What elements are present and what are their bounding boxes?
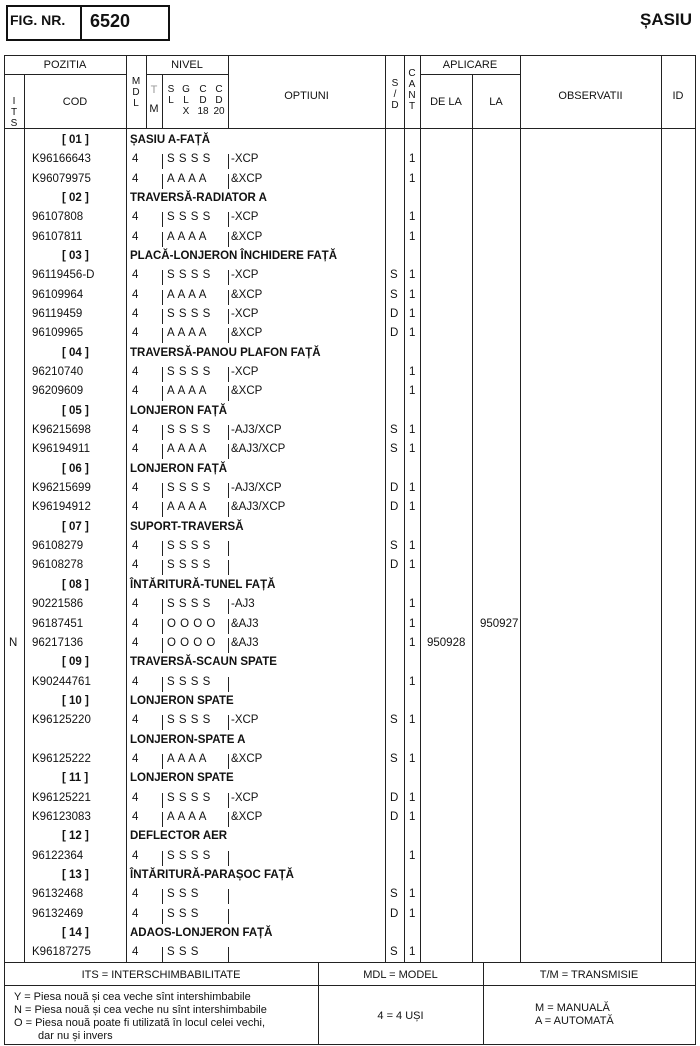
part-code: 96132469 — [32, 907, 84, 920]
nivel-divider — [162, 812, 163, 827]
group-title: TRAVERSĂ-RADIATOR A — [130, 192, 267, 205]
side-code: D — [390, 810, 399, 823]
model-code: 4 — [132, 308, 139, 321]
quantity: 1 — [409, 675, 416, 688]
part-code: K96166643 — [32, 153, 91, 166]
level-codes: S S S — [167, 946, 199, 959]
level-codes: S S S — [167, 888, 199, 901]
nivel-divider — [162, 754, 163, 769]
model-code: 4 — [132, 482, 139, 495]
part-code: 96119459 — [32, 308, 83, 321]
nivel-divider — [228, 947, 229, 962]
part-code: K96123083 — [32, 810, 91, 823]
side-code: S — [390, 714, 398, 727]
model-code: 4 — [132, 559, 139, 572]
quantity: 1 — [409, 269, 416, 282]
side-code: D — [390, 559, 399, 572]
col-pozitia: POZITIA — [43, 59, 87, 71]
nivel-divider — [228, 154, 229, 169]
model-code: 4 — [132, 501, 139, 514]
option-code: &XCP — [231, 172, 263, 185]
level-codes: S S S S — [167, 269, 211, 282]
nivel-divider — [162, 599, 163, 614]
group-title: LONJERON FAȚĂ — [130, 404, 228, 417]
option-code: &AJ3/XCP — [231, 501, 286, 514]
level-codes: S S S S — [167, 791, 211, 804]
its-code: N — [9, 636, 18, 649]
part-code: 96119456-D — [32, 269, 95, 282]
nivel-divider — [228, 270, 229, 285]
nivel-divider — [162, 619, 163, 634]
nivel-divider — [162, 483, 163, 498]
model-code: 4 — [132, 269, 139, 282]
nivel-divider — [228, 328, 229, 343]
position-number: [ 05 ] — [62, 404, 89, 417]
quantity: 1 — [409, 617, 416, 630]
col-glx: G L X — [182, 84, 190, 117]
legend-mdl: MDL = MODEL — [363, 969, 438, 981]
model-code: 4 — [132, 288, 139, 301]
nivel-divider — [162, 444, 163, 459]
model-code: 4 — [132, 598, 139, 611]
position-number: [ 12 ] — [62, 830, 89, 843]
model-code: 4 — [132, 752, 139, 765]
side-code: S — [390, 424, 398, 437]
side-code: S — [390, 888, 398, 901]
nivel-divider — [162, 367, 163, 382]
level-codes: S S S S — [167, 559, 211, 572]
part-code: 96122364 — [32, 849, 84, 862]
nivel-divider — [228, 560, 229, 575]
nivel-divider — [228, 309, 229, 324]
legend-manual: M = MANUALĂ — [535, 1002, 610, 1014]
model-code: 4 — [132, 540, 139, 553]
side-code: D — [390, 482, 399, 495]
nivel-divider — [228, 444, 229, 459]
nivel-divider — [228, 909, 229, 924]
col-cd18: C D 18 — [197, 84, 209, 117]
quantity: 1 — [409, 714, 416, 727]
col-observatii: OBSERVATII — [558, 90, 623, 102]
model-code: 4 — [132, 230, 139, 243]
quantity: 1 — [409, 366, 416, 379]
level-codes: A A A A — [167, 327, 207, 340]
side-code: S — [390, 540, 398, 553]
level-codes: S S S S — [167, 211, 211, 224]
nivel-divider — [228, 541, 229, 556]
model-code: 4 — [132, 424, 139, 437]
part-code: K96079975 — [32, 172, 91, 185]
legend-o-cont: dar nu și invers — [38, 1030, 113, 1042]
quantity: 1 — [409, 501, 416, 514]
group-title: LONJERON SPATE — [130, 694, 234, 707]
level-codes: S S S — [167, 907, 199, 920]
nivel-divider — [228, 619, 229, 634]
model-code: 4 — [132, 636, 139, 649]
level-codes: S S S S — [167, 598, 211, 611]
option-code: -XCP — [231, 308, 259, 321]
part-code: K96125221 — [32, 791, 91, 804]
option-code: -XCP — [231, 366, 259, 379]
nivel-divider — [162, 541, 163, 556]
applied-to: 950927 — [480, 617, 519, 630]
nivel-divider — [228, 386, 229, 401]
group-title: ÎNTĂRITURĂ-TUNEL FAȚĂ — [130, 578, 276, 591]
col-mdl: M D L — [131, 76, 141, 109]
model-code: 4 — [132, 946, 139, 959]
model-code: 4 — [132, 675, 139, 688]
quantity: 1 — [409, 288, 416, 301]
option-code: &XCP — [231, 752, 263, 765]
position-number: [ 09 ] — [62, 656, 89, 669]
option-code: -XCP — [231, 211, 259, 224]
col-id: ID — [672, 90, 684, 102]
level-codes: S S S S — [167, 540, 211, 553]
level-codes: A A A A — [167, 230, 207, 243]
model-code: 4 — [132, 327, 139, 340]
quantity: 1 — [409, 482, 416, 495]
col-de-la: DE LA — [430, 96, 462, 108]
option-code: &AJ3 — [231, 636, 259, 649]
legend-n: N = Piesa nouă și cea veche nu sînt intershimbabile — [14, 1004, 267, 1016]
figure-number-label: FIG. NR. — [10, 12, 66, 28]
quantity: 1 — [409, 424, 416, 437]
nivel-divider — [162, 889, 163, 904]
nivel-divider — [228, 638, 229, 653]
part-code: K96194912 — [32, 501, 91, 514]
quantity: 1 — [409, 598, 416, 611]
nivel-divider — [162, 793, 163, 808]
option-code: &XCP — [231, 385, 263, 398]
option-code: &AJ3/XCP — [231, 443, 286, 456]
level-codes: A A A A — [167, 443, 207, 456]
legend-y: Y = Piesa nouă și cea veche sînt intershimbabile — [14, 991, 251, 1003]
side-code: D — [390, 327, 399, 340]
nivel-divider — [162, 715, 163, 730]
col-nivel: NIVEL — [171, 59, 203, 71]
level-codes: S S S S — [167, 308, 211, 321]
part-code: 96108279 — [32, 540, 84, 553]
col-tm-t: T — [150, 84, 158, 96]
model-code: 4 — [132, 849, 139, 862]
group-title: SUPORT-TRAVERSĂ — [130, 520, 244, 533]
quantity: 1 — [409, 752, 416, 765]
group-title: TRAVERSĂ-PANOU PLAFON FAȚĂ — [130, 346, 321, 359]
nivel-divider — [228, 754, 229, 769]
part-code: 96217136 — [32, 636, 84, 649]
position-number: [ 01 ] — [62, 134, 89, 146]
col-optiuni: OPTIUNI — [284, 90, 329, 102]
level-codes: S S S S — [167, 424, 211, 437]
level-codes: O O O O — [167, 636, 216, 649]
nivel-divider — [162, 174, 163, 189]
nivel-divider — [228, 889, 229, 904]
option-code: &AJ3 — [231, 617, 259, 630]
option-code: -AJ3/XCP — [231, 482, 282, 495]
col-aplicare: APLICARE — [442, 59, 498, 71]
nivel-divider — [228, 677, 229, 692]
part-code: 96187451 — [32, 617, 84, 630]
nivel-divider — [162, 328, 163, 343]
part-code: K90244761 — [32, 675, 91, 688]
level-codes: S S S S — [167, 675, 211, 688]
part-code: K96215699 — [32, 482, 91, 495]
part-code: 96108278 — [32, 559, 84, 572]
part-code: K96125222 — [32, 752, 91, 765]
group-title: PLACĂ-LONJERON ÎNCHIDERE FAȚĂ — [130, 250, 338, 263]
position-number: [ 08 ] — [62, 578, 89, 591]
quantity: 1 — [409, 385, 416, 398]
position-number: [ 10 ] — [62, 694, 89, 707]
model-code: 4 — [132, 907, 139, 920]
legend-auto: A = AUTOMATĂ — [535, 1015, 614, 1027]
quantity: 1 — [409, 946, 416, 959]
col-its: I T S — [10, 96, 18, 129]
nivel-divider — [228, 793, 229, 808]
option-code: &XCP — [231, 810, 263, 823]
applied-from: 950928 — [427, 636, 466, 649]
level-codes: A A A A — [167, 501, 207, 514]
nivel-divider — [162, 947, 163, 962]
quantity: 1 — [409, 636, 416, 649]
nivel-divider — [162, 309, 163, 324]
part-code: K96125220 — [32, 714, 91, 727]
nivel-divider — [228, 425, 229, 440]
level-codes: O O O O — [167, 617, 216, 630]
level-codes: A A A A — [167, 810, 207, 823]
quantity: 1 — [409, 849, 416, 862]
figure-number-value: 6520 — [90, 11, 131, 31]
option-code: &XCP — [231, 288, 263, 301]
option-code: -XCP — [231, 153, 259, 166]
nivel-divider — [228, 232, 229, 247]
side-code: D — [390, 791, 399, 804]
part-code: 96109965 — [32, 327, 84, 340]
side-code: D — [390, 907, 399, 920]
nivel-divider — [228, 367, 229, 382]
nivel-divider — [162, 212, 163, 227]
side-code: D — [390, 308, 399, 321]
nivel-divider — [162, 560, 163, 575]
nivel-divider — [162, 851, 163, 866]
legend-tm: T/M = TRANSMISIE — [539, 969, 639, 981]
side-code: S — [390, 288, 398, 301]
part-code: 96209609 — [32, 385, 84, 398]
position-number: [ 14 ] — [62, 926, 89, 939]
level-codes: S S S S — [167, 153, 211, 166]
position-number: [ 03 ] — [62, 250, 89, 263]
part-code: 96107808 — [32, 211, 84, 224]
group-title: DEFLECTOR AER — [130, 830, 228, 843]
quantity: 1 — [409, 810, 416, 823]
model-code: 4 — [132, 172, 139, 185]
level-codes: A A A A — [167, 172, 207, 185]
quantity: 1 — [409, 791, 416, 804]
col-sl: S L — [167, 84, 175, 106]
col-cant: C A N T — [408, 68, 416, 112]
level-codes: A A A A — [167, 752, 207, 765]
position-number: [ 11 ] — [62, 772, 89, 785]
quantity: 1 — [409, 888, 416, 901]
nivel-divider — [228, 483, 229, 498]
option-code: &XCP — [231, 327, 263, 340]
position-number: [ 07 ] — [62, 520, 89, 533]
model-code: 4 — [132, 366, 139, 379]
model-code: 4 — [132, 211, 139, 224]
quantity: 1 — [409, 230, 416, 243]
side-code: D — [390, 501, 399, 514]
position-number: [ 02 ] — [62, 192, 89, 205]
quantity: 1 — [409, 327, 416, 340]
group-title: LONJERON-SPATE A — [130, 733, 246, 746]
group-title: LONJERON FAȚĂ — [130, 462, 228, 475]
level-codes: A A A A — [167, 288, 207, 301]
option-code: &XCP — [231, 230, 263, 243]
quantity: 1 — [409, 907, 416, 920]
nivel-divider — [228, 502, 229, 517]
part-code: K96187275 — [32, 946, 91, 959]
quantity: 1 — [409, 308, 416, 321]
level-codes: S S S S — [167, 366, 211, 379]
col-la: LA — [489, 96, 503, 108]
nivel-divider — [228, 290, 229, 305]
position-number: [ 06 ] — [62, 462, 89, 475]
nivel-divider — [162, 386, 163, 401]
quantity: 1 — [409, 540, 416, 553]
side-code: S — [390, 752, 398, 765]
nivel-divider — [162, 677, 163, 692]
part-code: 96109964 — [32, 288, 84, 301]
legend-o: O = Piesa nouă poate fi utilizată în locul celei vechi, — [14, 1017, 266, 1029]
nivel-divider — [228, 212, 229, 227]
group-title: ÎNTĂRITURĂ-PARAȘOC FAȚĂ — [130, 868, 294, 881]
nivel-divider — [228, 174, 229, 189]
nivel-divider — [228, 812, 229, 827]
part-code: 96210740 — [32, 366, 84, 379]
nivel-divider — [162, 154, 163, 169]
nivel-divider — [228, 599, 229, 614]
group-title: TRAVERSĂ-SCAUN SPATE — [130, 656, 277, 669]
part-code: K96194911 — [32, 443, 90, 456]
page-title: ȘASIU — [640, 10, 692, 29]
nivel-divider — [162, 232, 163, 247]
model-code: 4 — [132, 714, 139, 727]
legend-its: ITS = INTERSCHIMBABILITATE — [81, 969, 241, 981]
part-code: 96107811 — [32, 230, 83, 243]
model-code: 4 — [132, 443, 139, 456]
option-code: -XCP — [231, 714, 259, 727]
side-code: S — [390, 443, 398, 456]
side-code: S — [390, 946, 398, 959]
level-codes: A A A A — [167, 385, 207, 398]
level-codes: S S S S — [167, 849, 211, 862]
option-code: -XCP — [231, 791, 259, 804]
nivel-divider — [228, 851, 229, 866]
option-code: -AJ3 — [231, 598, 255, 611]
nivel-divider — [162, 270, 163, 285]
nivel-divider — [228, 715, 229, 730]
position-number: [ 13 ] — [62, 868, 89, 881]
figure-number-separator — [80, 5, 82, 41]
group-title: ȘASIU A-FAȚĂ — [130, 134, 211, 146]
nivel-divider — [162, 502, 163, 517]
nivel-divider — [162, 638, 163, 653]
position-number: [ 04 ] — [62, 346, 89, 359]
quantity: 1 — [409, 153, 416, 166]
col-cod: COD — [62, 96, 88, 108]
side-code: S — [390, 269, 398, 282]
model-code: 4 — [132, 385, 139, 398]
quantity: 1 — [409, 211, 416, 224]
quantity: 1 — [409, 443, 416, 456]
col-sd: S / D — [391, 78, 399, 111]
quantity: 1 — [409, 172, 416, 185]
level-codes: S S S S — [167, 482, 211, 495]
model-code: 4 — [132, 617, 139, 630]
option-code: -AJ3/XCP — [231, 424, 282, 437]
group-title: ADAOS-LONJERON FAȚĂ — [130, 926, 273, 939]
model-code: 4 — [132, 153, 139, 166]
legend-usi: 4 = 4 UȘI — [377, 1010, 424, 1022]
col-cd20: C D 20 — [213, 84, 225, 117]
part-code: 90221586 — [32, 598, 84, 611]
part-code: 96132468 — [32, 888, 84, 901]
quantity: 1 — [409, 559, 416, 572]
option-code: -XCP — [231, 269, 259, 282]
nivel-divider — [162, 290, 163, 305]
model-code: 4 — [132, 791, 139, 804]
nivel-divider — [162, 909, 163, 924]
part-code: K96215698 — [32, 424, 91, 437]
col-tm-m: M — [149, 103, 159, 115]
group-title: LONJERON SPATE — [130, 772, 234, 785]
model-code: 4 — [132, 888, 139, 901]
model-code: 4 — [132, 810, 139, 823]
nivel-divider — [162, 425, 163, 440]
level-codes: S S S S — [167, 714, 211, 727]
